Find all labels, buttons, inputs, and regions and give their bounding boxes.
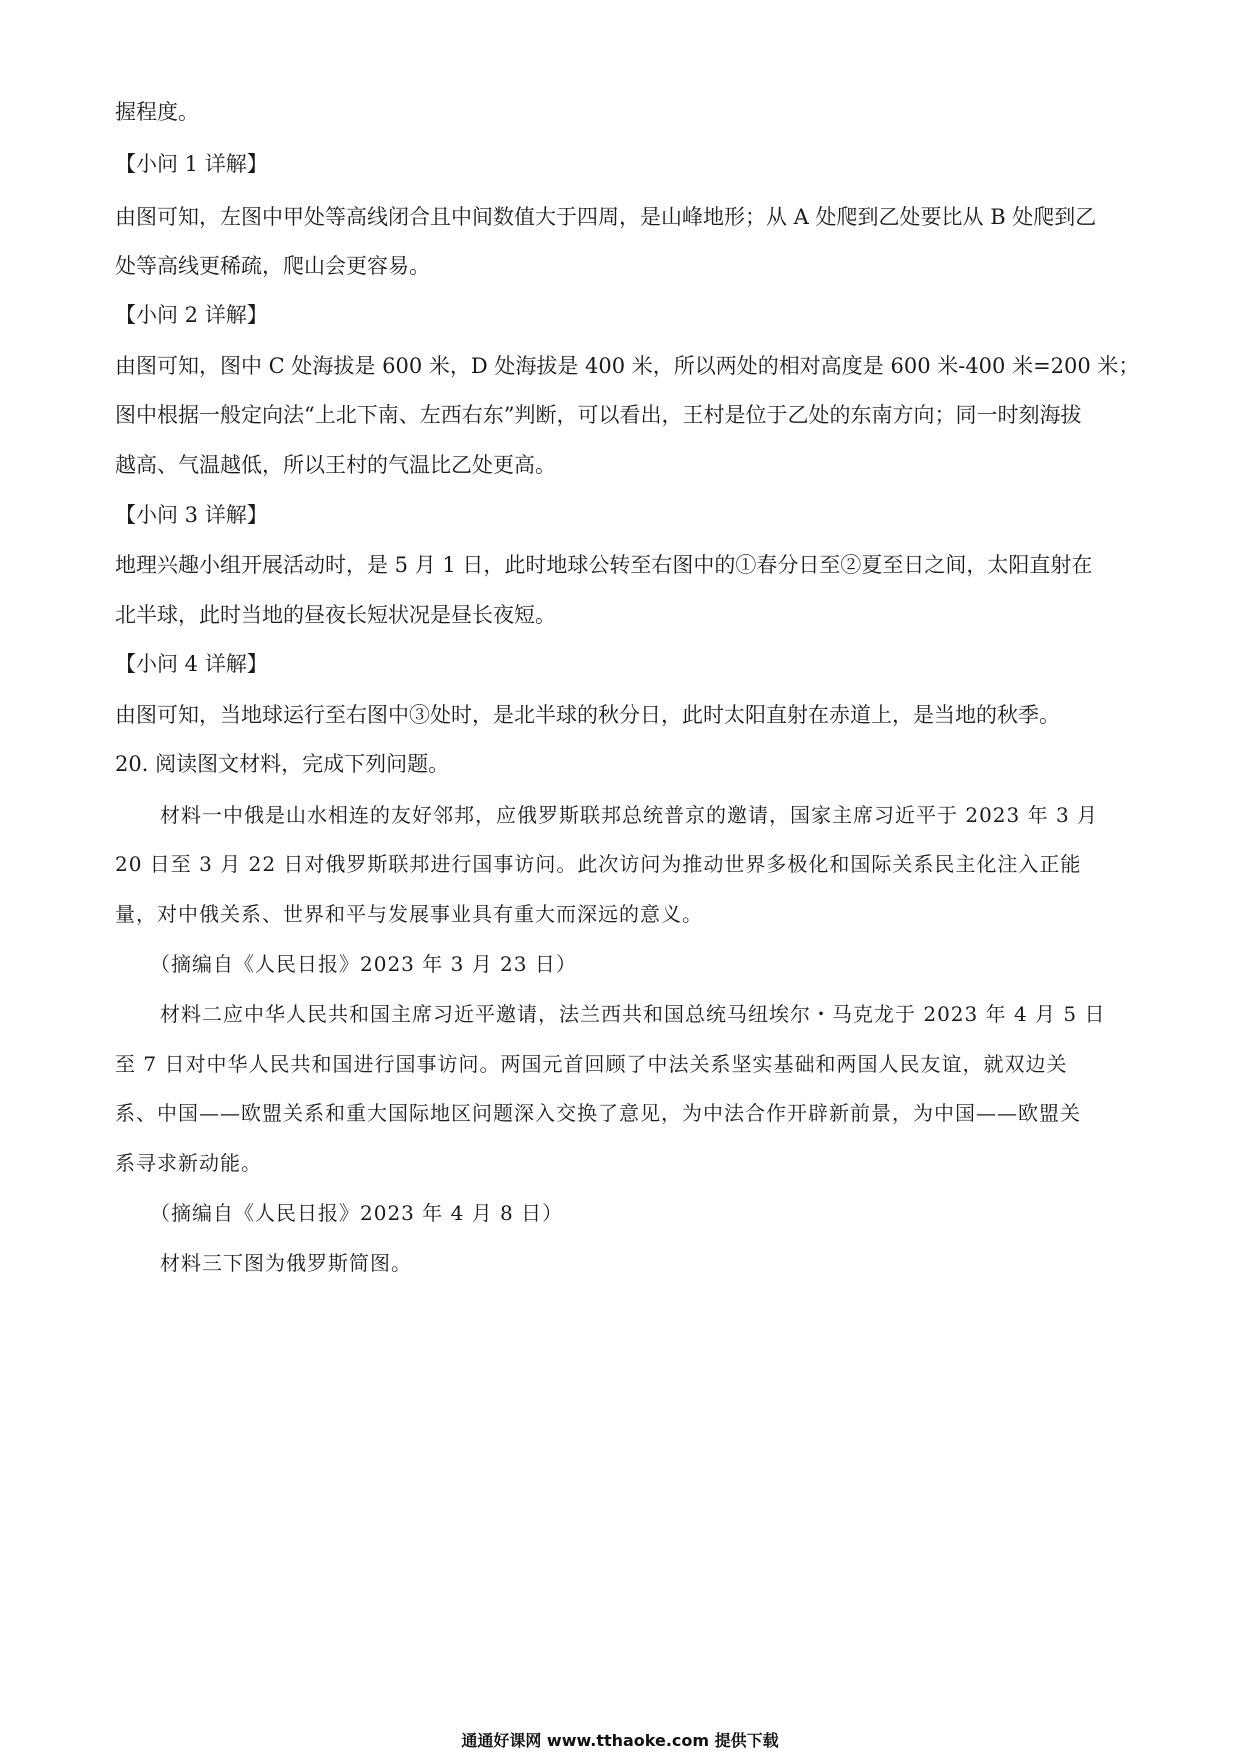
text-line: 由图可知，当地球运行至右图中③处时，是北半球的秋分日，此时太阳直射在赤道上，是当地的秋季。 <box>115 703 1060 727</box>
text-line: 北半球，此时当地的昼夜长短状况是昼长夜短。 <box>115 603 556 627</box>
section-heading: 【小问 1 详解】 <box>115 152 268 176</box>
material-one-line: 20 日至 3 月 22 日对俄罗斯联邦进行国事访问。此次访问为推动世界多极化和国际关系民主化注入正能 <box>115 852 1082 876</box>
text-line: 由图可知，左图中甲处等高线闭合且中间数值大于四周，是山峰地形；从 A 处爬到乙处要比从 B 处爬到乙 <box>115 205 1097 229</box>
text-line: 图中根据一般定向法“上北下南、左西右东”判断，可以看出，王村是位于乙处的东南方向；同一时刻海拔 <box>115 403 1082 427</box>
material-two-line: 材料二应中华人民共和国主席习近平邀请，法兰西共和国总统马纽埃尔・马克龙于 2023 年 4 月 5 日 <box>160 1002 1106 1026</box>
section-heading: 【小问 2 详解】 <box>115 303 268 327</box>
text-line: 处等高线更稀疏，爬山会更容易。 <box>115 254 430 278</box>
section-heading: 【小问 3 详解】 <box>115 503 268 527</box>
material-two-line: 系、中国——欧盟关系和重大国际地区问题深入交换了意见，为中法合作开辟新前景，为中国——欧盟关 <box>115 1101 1081 1125</box>
material-one-line: 材料一中俄是山水相连的友好邻邦，应俄罗斯联邦总统普京的邀请，国家主席习近平于 2023 年 3 月 <box>160 803 1099 827</box>
text-line: 地理兴趣小组开展活动时，是 5 月 1 日，此时地球公转至右图中的①春分日至②夏至日之间，太阳直射在 <box>115 553 1093 577</box>
material-one-line: 量，对中俄关系、世界和平与发展事业具有重大而深远的意义。 <box>115 902 703 926</box>
citation: （摘编自《人民日报》2023 年 3 月 23 日） <box>150 952 577 976</box>
material-two-line: 至 7 日对中华人民共和国进行国事访问。两国元首回顾了中法关系坚实基础和两国人民友谊，就双边关 <box>115 1052 1068 1076</box>
section-heading: 【小问 4 详解】 <box>115 652 268 676</box>
material-two-line: 系寻求新动能。 <box>115 1151 262 1175</box>
material-three-line: 材料三下图为俄罗斯简图。 <box>160 1251 412 1275</box>
citation: （摘编自《人民日报》2023 年 4 月 8 日） <box>150 1201 564 1225</box>
footer-watermark: 通通好课网 www.tthaoke.com 提供下载 <box>461 1731 779 1750</box>
question-title: 20. 阅读图文材料，完成下列问题。 <box>115 752 450 776</box>
text-line: 握程度。 <box>115 100 199 124</box>
text-line: 越高、气温越低，所以王村的气温比乙处更高。 <box>115 453 556 477</box>
text-line: 由图可知，图中 C 处海拔是 600 米，D 处海拔是 400 米，所以两处的相对高度是 600 米-400 米=200 米； <box>115 354 1140 378</box>
